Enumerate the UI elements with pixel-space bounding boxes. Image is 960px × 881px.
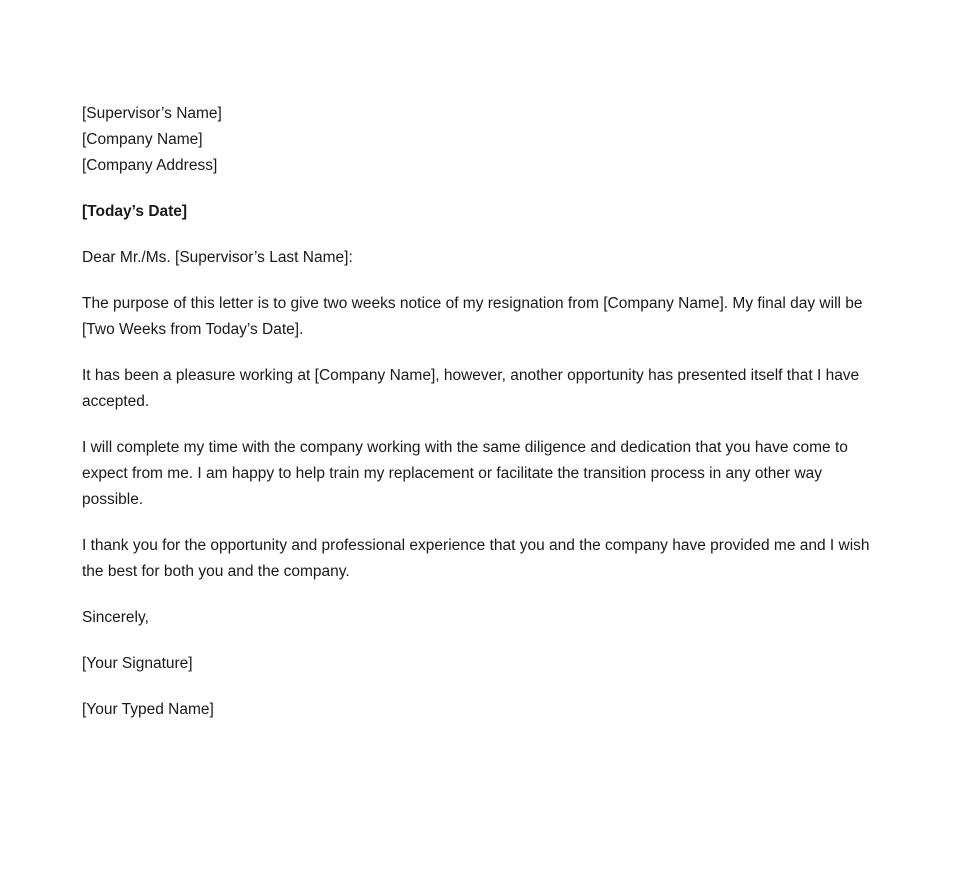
body-paragraph-1: The purpose of this letter is to give two weeks notice of my resignation from [Company Name]. My final day will be [Two Weeks from Today’s Date].: [82, 295, 863, 338]
company-address: [Company Address]: [82, 157, 218, 174]
company-name: [Company Name]: [82, 131, 203, 148]
body-paragraph-4: I thank you for the opportunity and professional experience that you and the company have provided me and I wish the best for both you and the company.: [82, 537, 870, 580]
closing: Sincerely,: [82, 609, 149, 626]
recipient-address-block: [82, 101, 882, 179]
signature-placeholder: [Your Signature]: [82, 655, 193, 672]
resignation-letter: [82, 101, 882, 743]
typed-name-placeholder: [Your Typed Name]: [82, 701, 214, 718]
salutation: Dear Mr./Ms. [Supervisor’s Last Name]:: [82, 249, 353, 266]
letter-date: [Today’s Date]: [82, 203, 188, 220]
body-paragraph-3: I will complete my time with the company working with the same diligence and dedication that you have come to expect from me. I am happy to help train my replacement or facilitate the transition process in any other way possible.: [82, 439, 848, 508]
body-paragraph-2: It has been a pleasure working at [Company Name], however, another opportunity has presented itself that I have accepted.: [82, 367, 860, 410]
supervisor-name: [Supervisor’s Name]: [82, 105, 222, 122]
